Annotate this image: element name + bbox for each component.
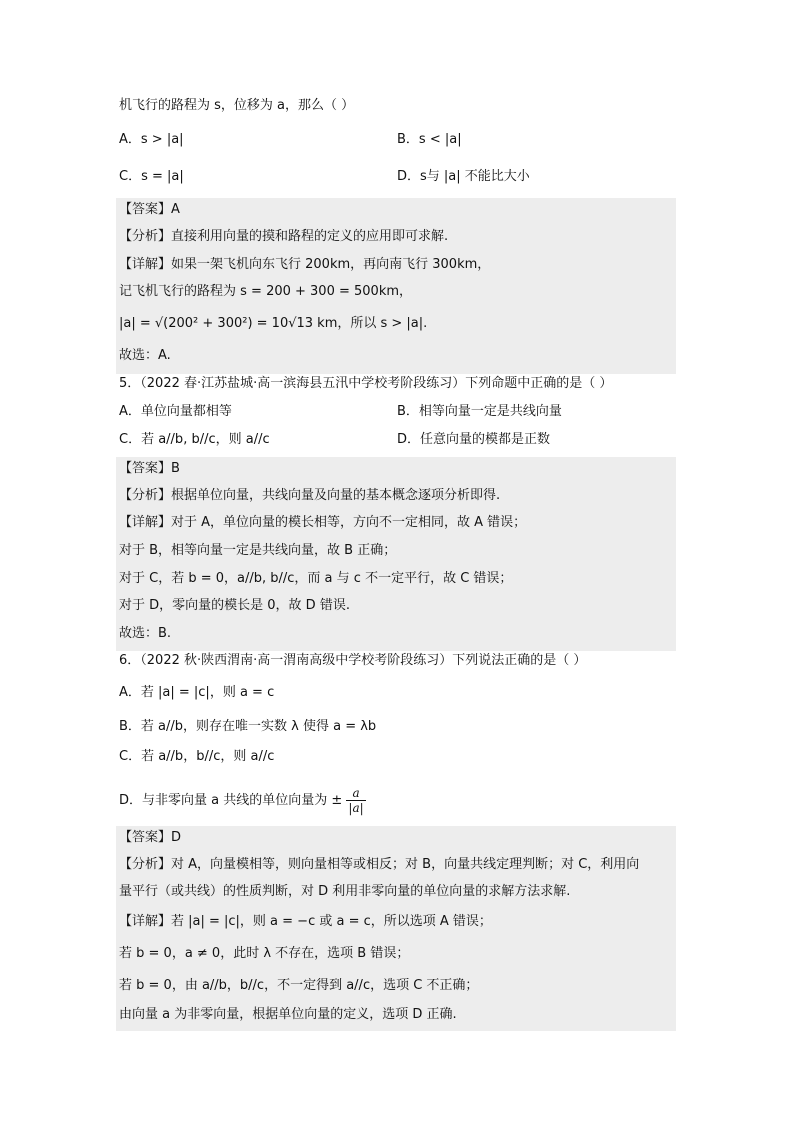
fraction-denominator: |a| bbox=[348, 801, 364, 815]
q5-option-c: C．若 a//b, b//c，则 a//c bbox=[119, 432, 270, 447]
q5-option-b: B．相等向量一定是共线向量 bbox=[397, 404, 562, 419]
q6-detail-3: 若 b = 0，由 a//b，b//c，不一定得到 a//c，选项 C 不正确； bbox=[119, 978, 479, 993]
q6-detail-2: 若 b = 0，a ≠ 0，此时 λ 不存在，选项 B 错误； bbox=[119, 946, 410, 961]
q6-stem: 6．（2022 秋·陕西渭南·高一渭南高级中学校考阶段练习）下列说法正确的是（ ） bbox=[119, 653, 587, 668]
q6-option-c: C．若 a//b，b//c，则 a//c bbox=[119, 749, 275, 764]
fraction-numerator: a bbox=[346, 786, 365, 801]
q5-stem: 5．（2022 春·江苏盐城·高一滨海县五汛中学校考阶段练习）下列命题中正确的是（ ） bbox=[119, 376, 613, 391]
q5-detail-2: 对于 B，相等向量一定是共线向量，故 B 正确； bbox=[119, 543, 397, 558]
q6-option-b: B．若 a//b，则存在唯一实数 λ 使得 a = λb bbox=[119, 719, 377, 734]
q4-detail-1: 【详解】如果一架飞机向东飞行 200km，再向南飞行 300km， bbox=[119, 257, 491, 272]
q5-choice: 故选：B. bbox=[119, 626, 172, 641]
q4-choice: 故选：A. bbox=[119, 348, 171, 363]
q5-detail-1: 【详解】对于 A，单位向量的模长相等，方向不一定相同，故 A 错误； bbox=[119, 515, 527, 530]
q5-detail-4: 对于 D，零向量的模长是 0，故 D 错误. bbox=[119, 598, 350, 613]
q5-option-a: A．单位向量都相等 bbox=[119, 404, 232, 419]
q6-option-d-text: D．与非零向量 a 共线的单位向量为 ± bbox=[119, 793, 343, 808]
q4-option-a: A．s > |a| bbox=[119, 132, 184, 147]
q4-option-b: B．s < |a| bbox=[397, 132, 462, 147]
q4-stem: 机飞行的路程为 s，位移为 a，那么（ ） bbox=[119, 98, 355, 113]
q5-detail-3: 对于 C，若 b = 0，a//b, b//c，而 a 与 c 不一定平行，故 C 错误； bbox=[119, 571, 513, 586]
q6-analysis-2: 量平行（或共线）的性质判断，对 D 利用非零向量的单位向量的求解方法求解. bbox=[119, 884, 571, 899]
q6-detail-4: 由向量 a 为非零向量，根据单位向量的定义，选项 D 正确. bbox=[119, 1007, 457, 1022]
q4-answer: 【答案】A bbox=[119, 202, 180, 217]
q4-detail-3: |a| = √(200² + 300²) = 10√13 km，所以 s > |a|. bbox=[119, 316, 428, 331]
q6-answer: 【答案】D bbox=[119, 830, 182, 845]
q4-option-c: C．s = |a| bbox=[119, 169, 184, 184]
q5-answer: 【答案】B bbox=[119, 461, 180, 476]
q4-detail-2: 记飞机飞行的路程为 s = 200 + 300 = 500km， bbox=[119, 284, 413, 299]
q6-option-d bbox=[119, 786, 366, 815]
q4-option-d: D．s与 |a| 不能比大小 bbox=[397, 169, 530, 184]
q5-option-d: D．任意向量的模都是正数 bbox=[397, 432, 551, 447]
q6-option-a: A．若 |a| = |c|，则 a = c bbox=[119, 685, 275, 700]
q6-detail-1: 【详解】若 |a| = |c|，则 a = −c 或 a = c，所以选项 A 错误； bbox=[119, 914, 492, 929]
q5-analysis: 【分析】根据单位向量，共线向量及向量的基本概念逐项分析即得. bbox=[119, 488, 501, 503]
unit-vector-fraction bbox=[346, 786, 365, 815]
q4-analysis: 【分析】直接利用向量的摸和路程的定义的应用即可求解. bbox=[119, 229, 449, 244]
q6-analysis-1: 【分析】对 A，向量模相等，则向量相等或相反；对 B，向量共线定理判断；对 C，利用向 bbox=[119, 857, 640, 872]
